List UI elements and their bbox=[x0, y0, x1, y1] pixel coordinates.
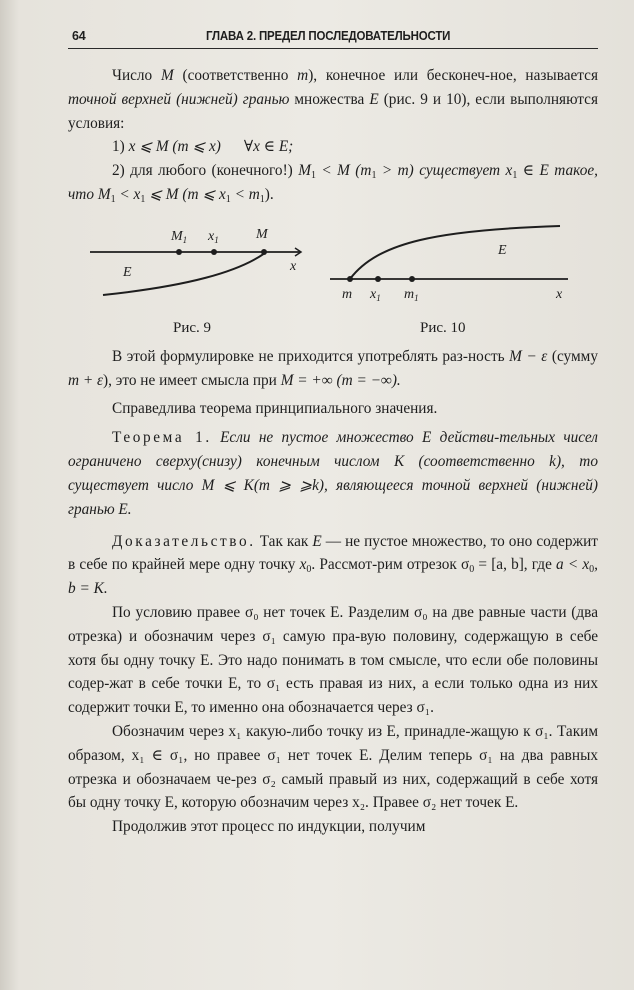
fig9-label-M: M bbox=[256, 227, 268, 242]
paragraph-4: Продолжив этот процесс по индукции, получим bbox=[112, 818, 426, 836]
figure-9-caption: Рис. 9 bbox=[173, 320, 212, 336]
definition-block bbox=[68, 64, 598, 207]
figure-10-caption: Рис. 10 bbox=[420, 320, 466, 336]
fig9-point-M1 bbox=[176, 249, 182, 255]
page-number: 64 bbox=[72, 29, 86, 43]
paragraph-3: Обозначим через x₁ какую-либо точку из E, принадле-жащую к σ₁. Таким образом, x₁ ∈ σ₁, но правее σ₁ нет точек E. Делим теперь σ₁ на два равных отрезка и обозначаем че-рез σ₂ самый правый из них, содержащий в себе хотя бы одну точку E, которую обозначим через x₂. Правее σ₂ нет точек E. bbox=[68, 722, 598, 812]
fig10-point-m1 bbox=[409, 276, 415, 282]
fig10-label-x: x bbox=[556, 287, 563, 302]
fig9-point-M bbox=[261, 249, 267, 255]
main-text bbox=[68, 345, 598, 839]
proof-paragraph: Доказательство. Так как E — не пустое множество, то оно содержит в себе по крайней мере одну точку $x_0$. Рассмот-рим отрезок $\sigma_0 = [a$, b], где $a < x_0$, b = K. bbox=[68, 532, 598, 598]
fig9-label-M1: $M_1$ bbox=[171, 229, 188, 245]
fig10-label-m1: $m_1$ bbox=[404, 287, 419, 303]
fig10-label-E: E bbox=[498, 243, 507, 258]
condition-1: 1) x ⩽ M (m ⩽ x) ∀x ∈ E; bbox=[112, 138, 294, 156]
defined-term: точной верхней (нижней) гранью bbox=[68, 90, 290, 108]
fig10-point-x1 bbox=[375, 276, 381, 282]
fig10-label-m: m bbox=[342, 287, 353, 302]
paragraph-2: По условию правее σ₀ нет точек E. Разделим σ₀ на две равные части (два отрезка) и обозначим через σ₁ самую пра-вую половину, содержащую в себе хотя бы одну точку E. Это надо понимать в том смысле, что если обе половины содер-жат в себе точки E, то σ₁ есть правая из них, а если только одна из них содержит точки E, то именно она обозначается через σ₁. bbox=[68, 603, 598, 717]
definition-paragraph: Число M (соответственно m), конечное или бесконеч-ное, называется точной верхней (нижней) гранью множества E (рис. 9 и 10), если выполняются условия: bbox=[68, 67, 599, 132]
chapter-title: ГЛАВА 2. ПРЕДЕЛ ПОСЛЕДОВАТЕЛЬНОСТИ bbox=[206, 29, 451, 43]
figures bbox=[68, 212, 598, 362]
figure-10 bbox=[330, 226, 568, 303]
proof-label: Доказательство. bbox=[112, 532, 256, 550]
fig10-point-m bbox=[347, 276, 353, 282]
fig9-label-E: E bbox=[123, 265, 132, 280]
fig10-set-curve bbox=[350, 226, 560, 279]
theorem-label: Теорема 1. bbox=[112, 429, 212, 447]
fig9-label-x1: $x_1$ bbox=[208, 229, 219, 245]
figure-9-and-10-drawing bbox=[68, 212, 598, 322]
running-header bbox=[68, 26, 598, 49]
remark-paragraph: В этой формулировке не приходится употреблять раз-ность M − ε (сумму m + ε), это не имеет смысла при M = +∞ (m = −∞). bbox=[68, 348, 599, 389]
fig9-point-x1 bbox=[211, 249, 217, 255]
theorem-1 bbox=[68, 426, 598, 521]
theorem-intro: Справедлива теорема принципиального значения. bbox=[112, 399, 438, 417]
figure-9 bbox=[90, 227, 301, 295]
fig9-label-x: x bbox=[290, 259, 297, 274]
condition-2: 2) для любого (конечного!) $M_1 < M$ $(m_1 > m)$ существует $x_1$ ∈ E такое, что $M_1 < x_1$ ⩽ M (m ⩽ $x_1 < m_1$). bbox=[68, 162, 598, 205]
theorem-statement: Если не пустое множество E действи-тельных чисел ограничено сверху(снизу) конечным числом K (соответственно k), то существует число M ⩽ K(m ⩾ ⩾k), являющееся точной верхней (нижней) гранью E. bbox=[68, 429, 598, 518]
fig10-label-x1: $x_1$ bbox=[370, 287, 381, 303]
